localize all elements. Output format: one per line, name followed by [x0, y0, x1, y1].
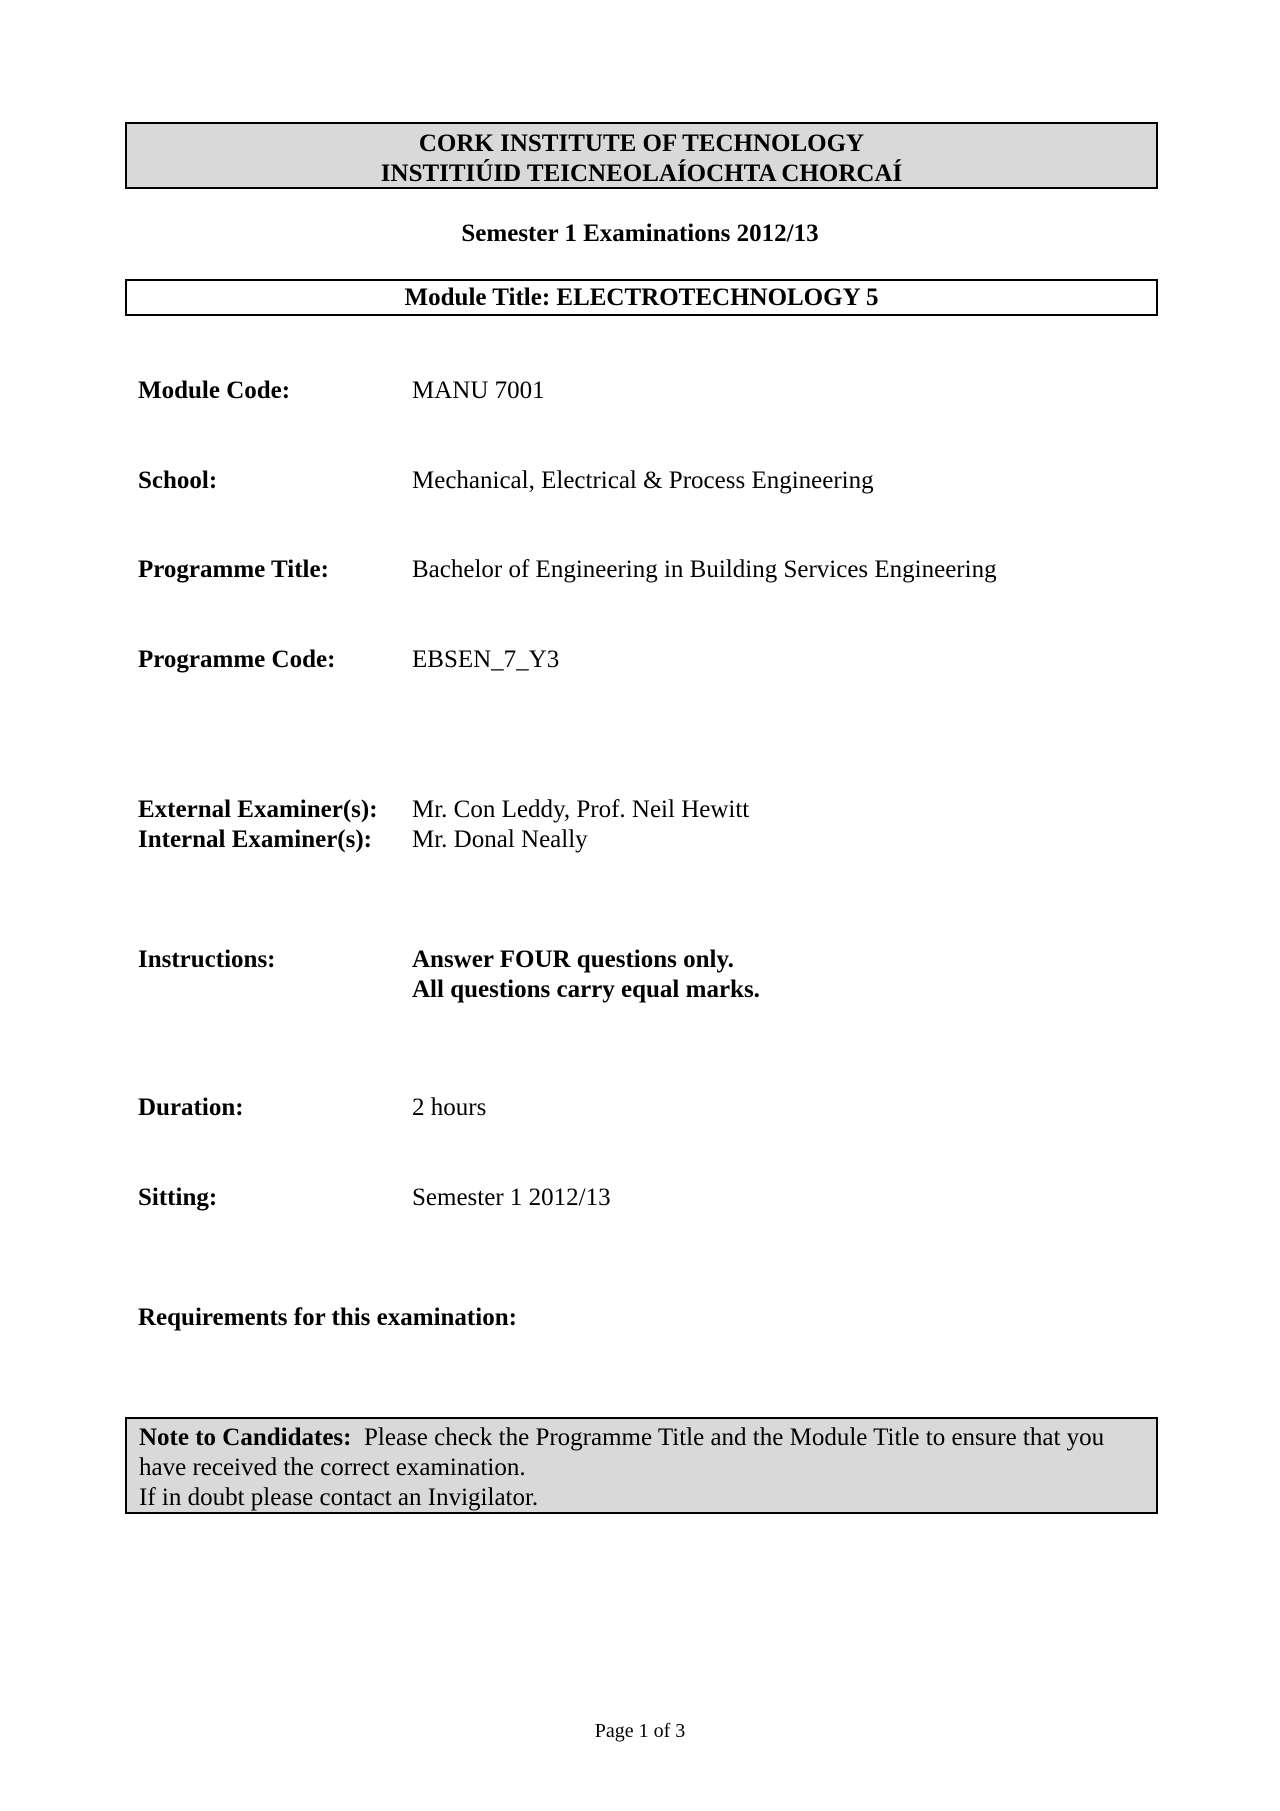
- instructions-line-2: All questions carry equal marks.: [412, 976, 760, 1003]
- institute-name-english: CORK INSTITUTE OF TECHNOLOGY: [418, 130, 865, 157]
- internal-examiners-label: Internal Examiner(s):: [138, 826, 372, 853]
- sitting-value: Semester 1 2012/13: [412, 1184, 611, 1211]
- instructions-line-1: Answer FOUR questions only.: [412, 946, 734, 973]
- page-number: Page 1 of 3: [594, 1720, 686, 1742]
- requirements-heading: Requirements for this examination:: [138, 1304, 517, 1331]
- note-invigilator-text: If in doubt please contact an Invigilator.: [139, 1484, 539, 1511]
- duration-value: 2 hours: [412, 1094, 487, 1121]
- module-code-value: MANU 7001: [412, 377, 545, 404]
- note-paragraph: [139, 1423, 1144, 1483]
- module-title-label: Module Title:: [404, 284, 551, 311]
- note-to-candidates: [125, 1417, 1158, 1514]
- instructions-label: Instructions:: [138, 946, 276, 973]
- module-code-label: Module Code:: [138, 377, 291, 404]
- school-label: School:: [138, 467, 218, 494]
- programme-code-value: EBSEN_7_Y3: [412, 646, 560, 673]
- module-title-box: [125, 279, 1158, 316]
- note-text: Please check the Programme Title and the Module Title to ensure that you have received the correct examination.: [139, 1424, 1105, 1481]
- internal-examiners-value: Mr. Donal Neally: [412, 826, 588, 853]
- module-title-value: ELECTROTECHNOLOGY 5: [556, 284, 879, 311]
- institute-header: [125, 122, 1158, 189]
- programme-code-label: Programme Code:: [138, 646, 336, 673]
- duration-label: Duration:: [138, 1094, 244, 1121]
- sitting-label: Sitting:: [138, 1184, 218, 1211]
- institute-name-irish: INSTITIÚID TEICNEOLAÍOCHTA CHORCAÍ: [380, 160, 903, 187]
- semester-heading: Semester 1 Examinations 2012/13: [461, 220, 819, 247]
- programme-title-label: Programme Title:: [138, 556, 329, 583]
- note-label: Note to Candidates:: [139, 1424, 352, 1451]
- external-examiners-value: Mr. Con Leddy, Prof. Neil Hewitt: [412, 796, 750, 823]
- external-examiners-label: External Examiner(s):: [138, 796, 378, 823]
- programme-title-value: Bachelor of Engineering in Building Services Engineering: [412, 556, 997, 583]
- school-value: Mechanical, Electrical & Process Engineering: [412, 467, 874, 494]
